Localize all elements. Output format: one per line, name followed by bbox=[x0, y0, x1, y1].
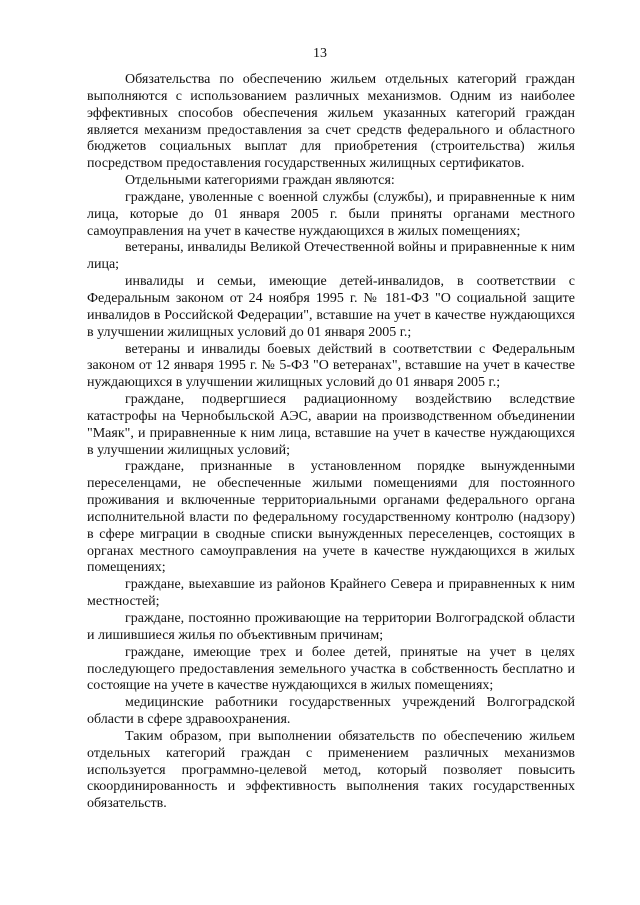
paragraph-categories-heading: Отдельными категориями граждан являются: bbox=[125, 173, 395, 189]
list-item-medical-workers: медицинские работники государственных учреждений Волгоградской области в сфере здравоохранения. bbox=[87, 695, 575, 728]
list-item-disabled: инвалиды и семьи, имеющие детей-инвалидов, в соответствии с Федеральным законом от 24 ноября 1995 г. № 181-ФЗ "О социальной защите инвалидов в Российской Федерации", вставшие на учет в качестве нуждающихся в улучшении жилищных условий до 01 января 2005 г.; bbox=[87, 274, 575, 340]
list-item-far-north: граждане, выехавшие из районов Крайнего Севера и приравненных к ним местностей; bbox=[87, 577, 575, 610]
list-item-military: граждане, уволенные с военной службы (службы), и приравненные к ним лица, которые до 01 января 2005 г. были приняты органами местного самоуправления на учет в качестве нуждающихся в жилых помещениях; bbox=[87, 189, 575, 239]
list-item-wwii-veterans: ветераны, инвалиды Великой Отечественной войны и приравненные к ним лица; bbox=[87, 240, 575, 273]
list-item-forced-migrants: граждане, признанные в установленном порядке вынужденными переселенцами, не обеспеченные жилыми помещениями для постоянного проживания и включенные территориальными органами федерального органа исполнительной власти по федеральному государственному контролю (надзору) в сфере миграции в сводные списки вынужденных переселенцев, состоящих в органах местного самоуправления на учете в качестве нуждающихся в жилых помещениях; bbox=[87, 459, 575, 576]
paragraph-intro: Обязательства по обеспечению жильем отдельных категорий граждан выполняются с использованием различных механизмов. Одним из наиболее эффективных способов обеспечения жильем указанных категорий граждан является механизм предоставления за счет средств федерального и областного бюджетов социальных выплат для приобретения (строительства) жилья посредством предоставления государственных жилищных сертификатов. bbox=[87, 72, 575, 172]
page-number: 13 bbox=[313, 46, 327, 61]
paragraph-conclusion: Таким образом, при выполнении обязательств по обеспечению жильем отдельных категорий граждан с применением различных механизмов используется программно-целевой метод, который позволяет повысить скоординированность и эффективность выполнения таких государственных обязательств. bbox=[87, 728, 575, 812]
document-body bbox=[87, 72, 575, 813]
list-item-large-families: граждане, имеющие трех и более детей, принятые на учет в целях последующего предоставления земельного участка в собственность бесплатно и состоящие на учете в качестве нуждающихся в жилых помещениях; bbox=[87, 644, 575, 694]
list-item-radiation: граждане, подвергшиеся радиационному воздействию вследствие катастрофы на Чернобыльской АЭС, аварии на производственном объединении "Маяк", и приравненные к ним лица, вставшие на учет в качестве нуждающихся в улучшении жилищных условий; bbox=[87, 392, 575, 458]
list-item-lost-housing: граждане, постоянно проживающие на территории Волгоградской области и лишившиеся жилья по объективным причинам; bbox=[87, 611, 575, 643]
list-item-combat-veterans: ветераны и инвалиды боевых действий в соответствии с Федеральным законом от 12 января 1995 г. № 5-ФЗ "О ветеранах", вставшие на учет в качестве нуждающихся в улучшении жилищных условий до 01 января 2005 г.; bbox=[87, 341, 575, 391]
